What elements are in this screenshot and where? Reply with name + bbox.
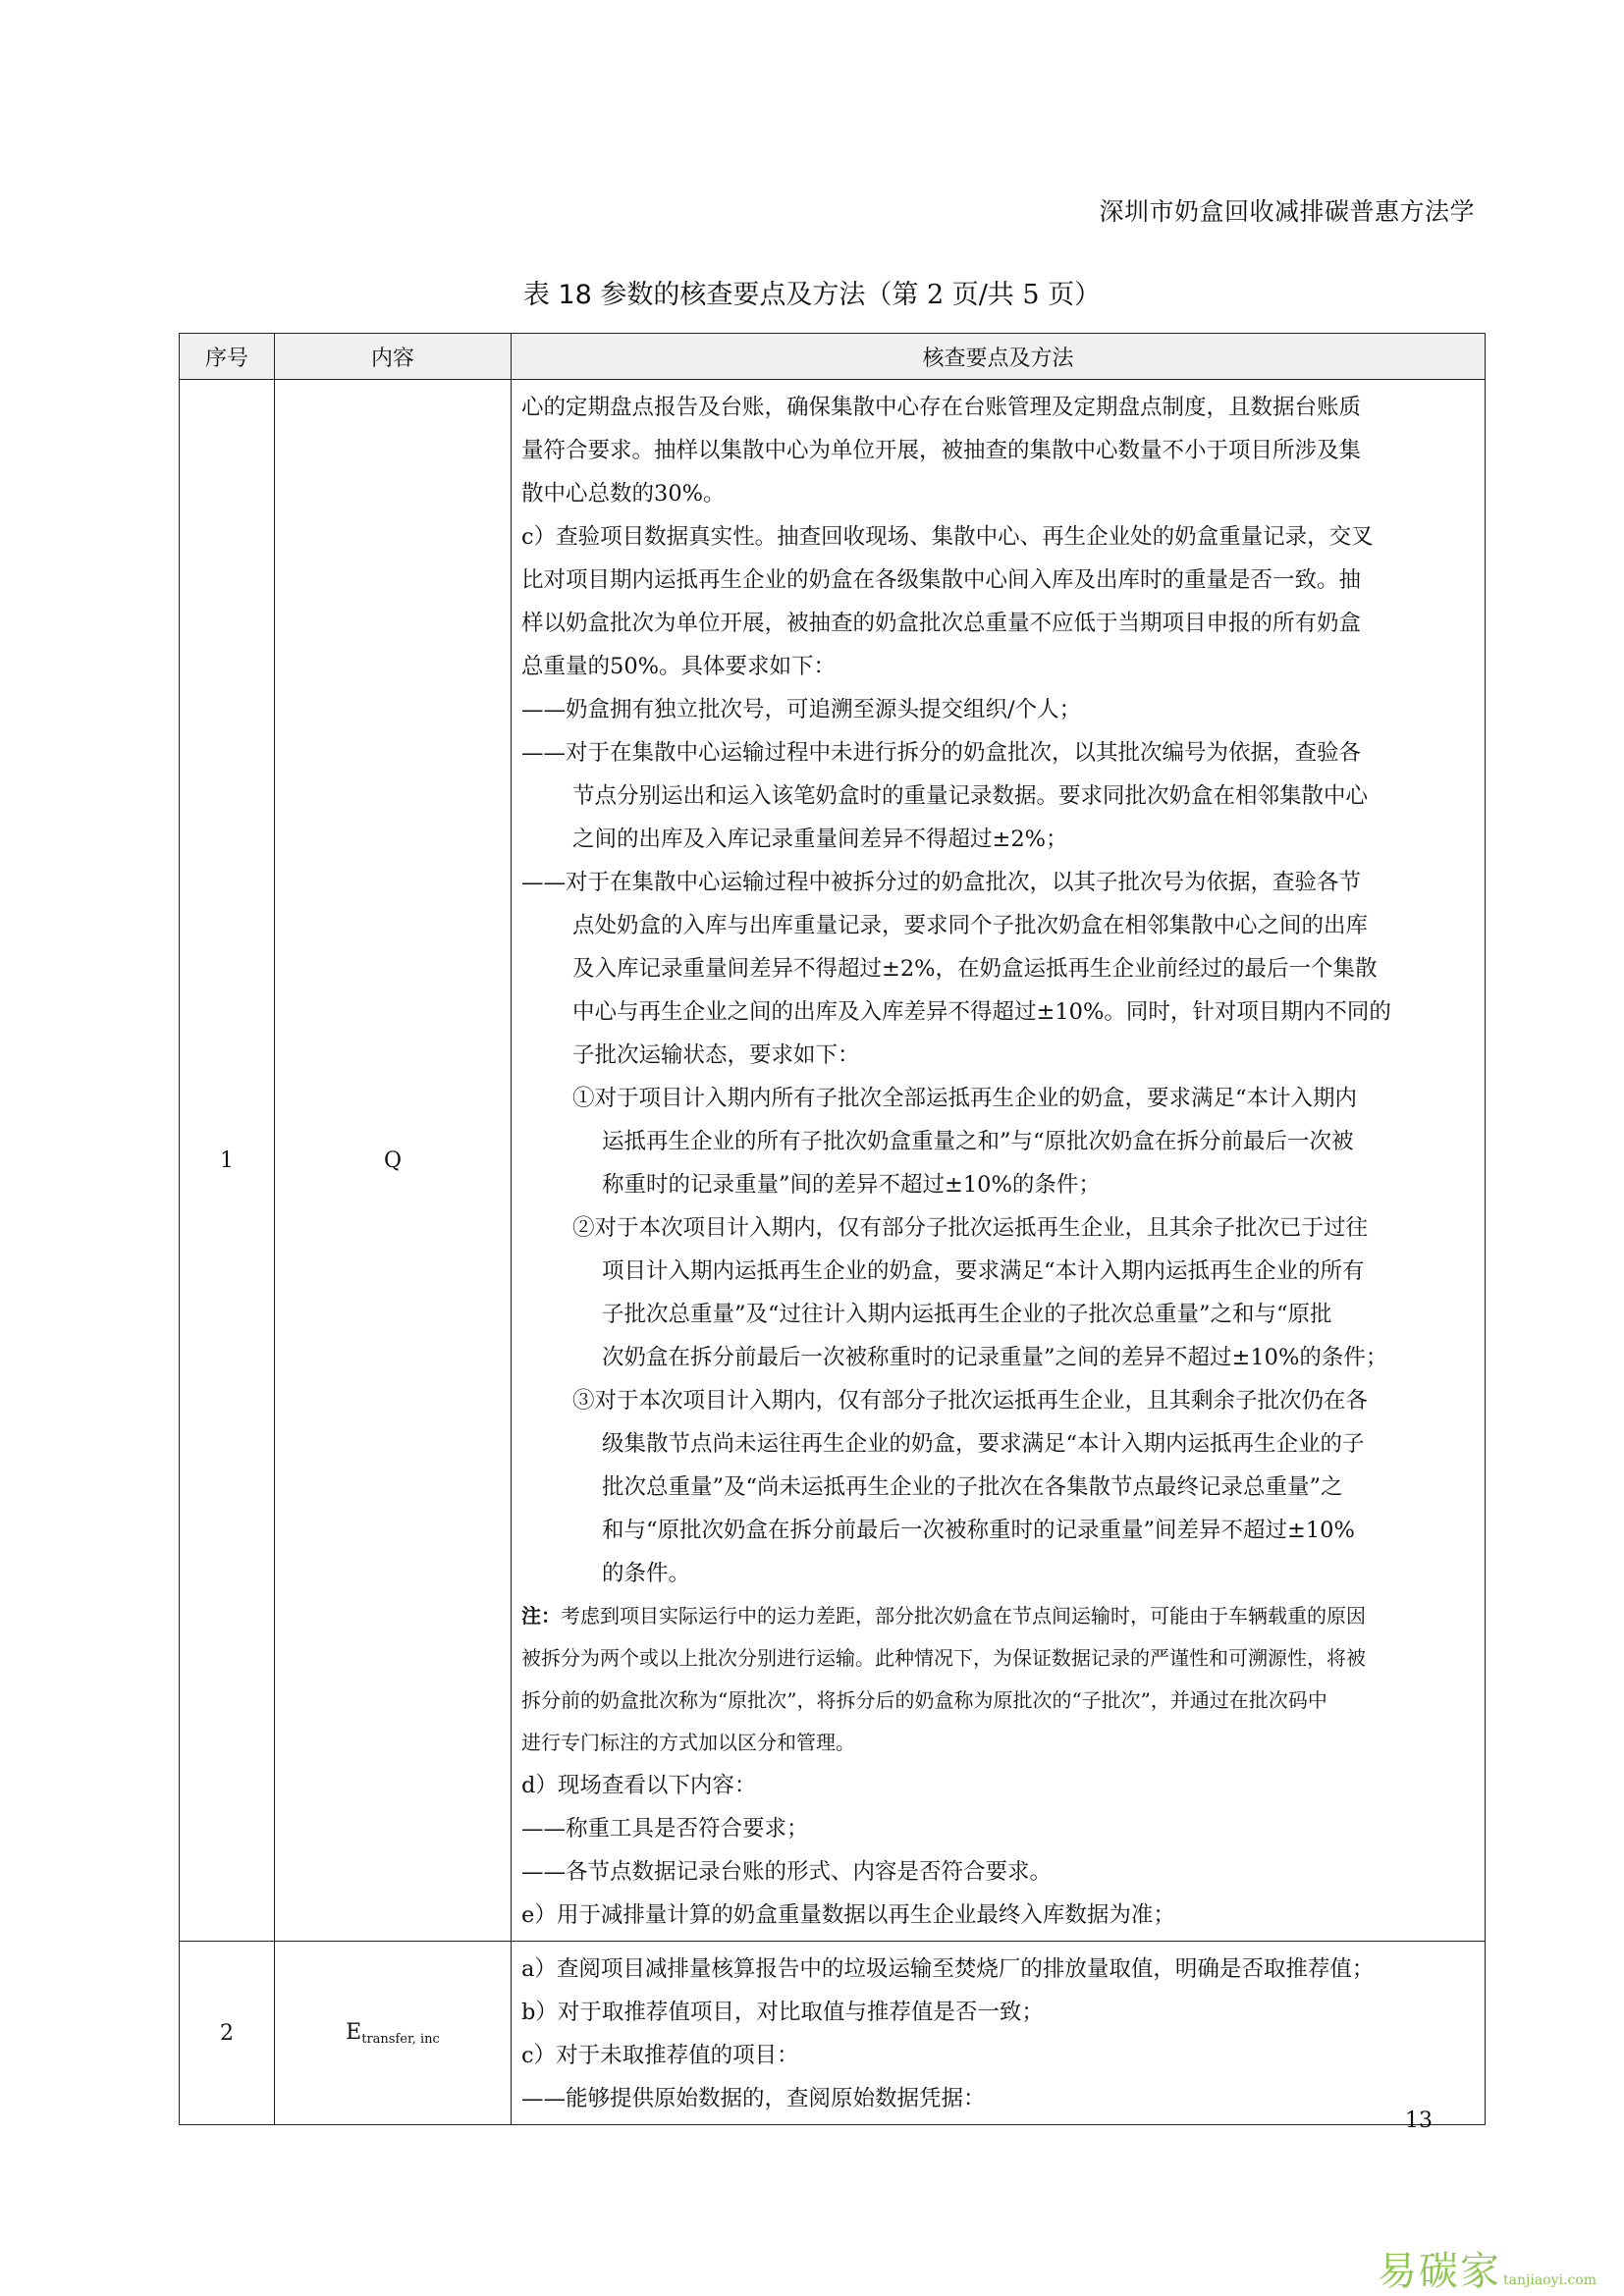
parameter-symbol: E [346,2019,362,2045]
method-line: ——各节点数据记录台账的形式、内容是否符合要求。 [521,1859,1053,1885]
method-line: c）对于未取推荐值的项目： [521,2043,799,2068]
method-line: 中心与再生企业之间的出库及入库差异不得超过±10%。同时，针对项目期内不同的 [572,999,1391,1025]
method-line: 散中心总数的30%。 [521,481,726,507]
method-line: ——对于在集散中心运输过程中未进行拆分的奶盒批次，以其批次编号为依据，查验各 [521,740,1362,766]
watermark-logo [1378,2240,1597,2296]
table-title [0,273,1624,311]
method-line: 的条件。 [602,1561,691,1586]
method-line: 及入库记录重量间差异不得超过±2%，在奶盒运抵再生企业前经过的最后一个集散 [572,956,1378,982]
note-line: 进行专门标注的方式加以区分和管理。 [521,1731,855,1754]
note-text: 考虑到项目实际运行中的运力差距，部分批次奶盒在节点间运输时，可能由于车辆载重的原因 [561,1604,1366,1628]
method-line: 子批次总重量”及“过往计入期内运抵再生企业的子批次总重量”之和与“原批 [602,1302,1332,1327]
method-line: 样以奶盒批次为单位开展，被抽查的奶盒批次总重量不应低于当期项目申报的所有奶盒 [521,611,1362,636]
method-line: ——称重工具是否符合要求； [521,1816,809,1842]
method-line: 之间的出库及入库记录重量间差异不得超过±2%； [572,827,1068,852]
method-line: 次奶盒在拆分前最后一次被称重时的记录重量”之间的差异不超过±10%的条件； [602,1345,1388,1370]
note-line: 拆分前的奶盒批次称为“原批次”，将拆分后的奶盒称为原批次的“子批次”，并通过在批次码中 [521,1688,1327,1712]
note-line [521,1595,1475,1637]
page-number: 13 [1405,2109,1433,2133]
method-line: c）查验项目数据真实性。抽查回收现场、集散中心、再生企业处的奶盒重量记录，交叉 [521,524,1374,550]
row-parameter: Q [275,380,512,1942]
method-line: ③对于本次项目计入期内，仅有部分子批次运抵再生企业，且其剩余子批次仍在各 [572,1388,1369,1414]
row-number: 2 [180,1942,275,2125]
table-row [180,380,1486,1942]
method-line: 称重时的记录重量”间的差异不超过±10%的条件； [602,1172,1101,1198]
note-line: 被拆分为两个或以上批次分别进行运输。此种情况下，为保证数据记录的严谨性和可溯源性，将被 [521,1646,1366,1670]
method-line: b）对于取推荐值项目，对比取值与推荐值是否一致； [521,2000,1044,2025]
method-line: 级集散节点尚未运往再生企业的奶盒，要求满足“本计入期内运抵再生企业的子 [602,1431,1365,1457]
table-title-main: 表 18 参数的核查要点及方法 [522,280,866,310]
watermark-text: 易碳家 [1378,2249,1502,2294]
method-line: ①对于项目计入期内所有子批次全部运抵再生企业的奶盒，要求满足“本计入期内 [572,1086,1358,1111]
row-parameter [275,1942,512,2125]
verification-table [179,333,1486,2125]
watermark-sub: tanjiaoyi.com [1503,2272,1597,2288]
method-line: 比对项目期内运抵再生企业的奶盒在各级集散中心间入库及出库时的重量是否一致。抽 [521,567,1362,593]
method-line: 量符合要求。抽样以集散中心为单位开展，被抽查的集散中心数量不小于项目所涉及集 [521,438,1362,463]
method-line: e）用于减排量计算的奶盒重量数据以再生企业最终入库数据为准； [521,1902,1175,1928]
method-line: ——对于在集散中心运输过程中被拆分过的奶盒批次，以其子批次号为依据，查验各节 [521,870,1362,895]
document-header: 深圳市奶盒回收减排碳普惠方法学 [1099,197,1475,226]
table-header-row [180,334,1486,380]
row-number: 1 [180,380,275,1942]
row-method [512,380,1486,1942]
method-line: 批次总重量”及“尚未运抵再生企业的子批次在各集散节点最终记录总重量”之 [602,1474,1343,1500]
method-line: 总重量的50%。具体要求如下： [521,654,837,679]
header-content: 内容 [275,334,512,380]
method-line: 运抵再生企业的所有子批次奶盒重量之和”与“原批次奶盒在拆分前最后一次被 [602,1129,1354,1154]
table-row [180,1942,1486,2125]
method-line: 节点分别运出和运入该笔奶盒时的重量记录数据。要求同批次奶盒在相邻集散中心 [572,783,1369,809]
method-line: ——奶盒拥有独立批次号，可追溯至源头提交组织/个人； [521,697,1082,722]
method-line: 和与“原批次奶盒在拆分前最后一次被称重时的记录重量”间差异不超过±10% [602,1518,1355,1543]
method-line: d）现场查看以下内容： [521,1773,757,1798]
parameter-subscript: transfer, inc [361,2031,440,2047]
method-line: ②对于本次项目计入期内，仅有部分子批次运抵再生企业，且其余子批次已于过往 [572,1215,1369,1241]
method-line: a）查阅项目减排量核算报告中的垃圾运输至焚烧厂的排放量取值，明确是否取推荐值； [521,1956,1375,1982]
header-method: 核查要点及方法 [512,334,1486,380]
note-label: 注： [521,1604,561,1628]
method-line: 点处奶盒的入库与出库重量记录，要求同个子批次奶盒在相邻集散中心之间的出库 [572,913,1369,938]
method-line: 子批次运输状态，要求如下： [572,1042,860,1068]
table-title-suffix: （第 2 页/共 5 页） [865,280,1102,310]
header-seq: 序号 [180,334,275,380]
row-method [512,1942,1486,2125]
method-line: 心的定期盘点报告及台账，确保集散中心存在台账管理及定期盘点制度，且数据台账质 [521,395,1362,420]
method-line: 项目计入期内运抵再生企业的奶盒，要求满足“本计入期内运抵再生企业的所有 [602,1258,1365,1284]
method-line: ——能够提供原始数据的，查阅原始数据凭据： [521,2086,986,2111]
